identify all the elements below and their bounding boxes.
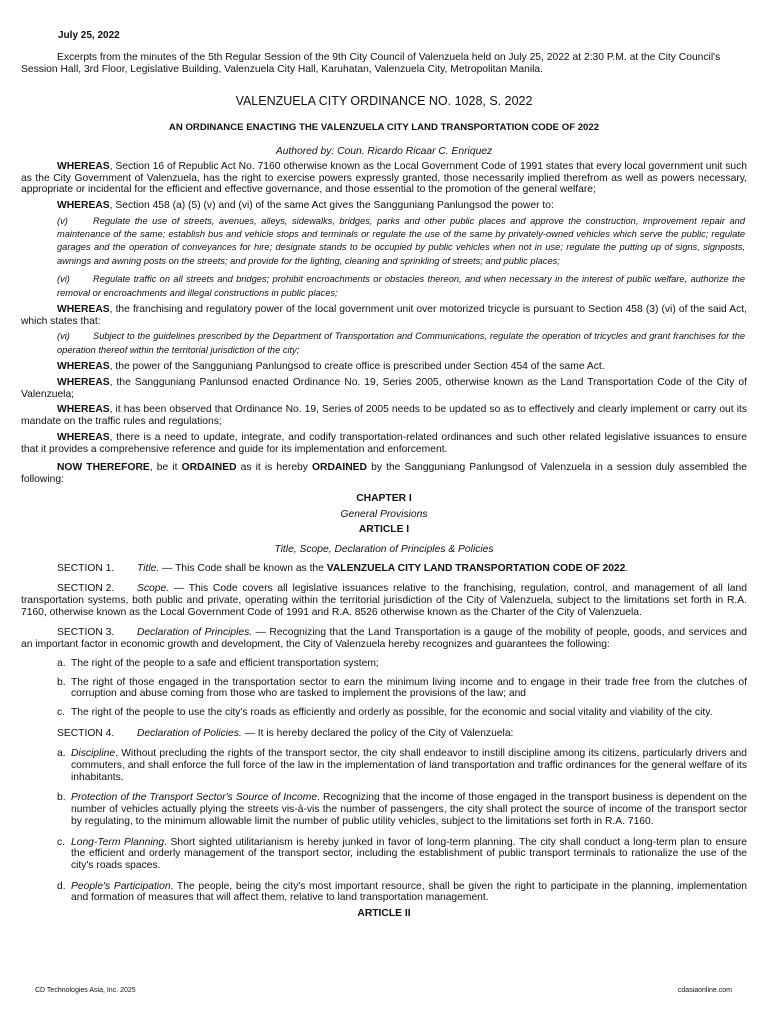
whereas-label: WHEREAS [57, 304, 110, 316]
item-label: c. [57, 706, 66, 718]
whereas-text: , it has been observed that Ordinance No. 19, Series of 2005 needs to be updated so as to effectively and clearly implement or carry out its mandate on the traffic rules and regulations; [21, 404, 747, 428]
section-text: . [625, 562, 629, 574]
section-number: SECTION 2. [57, 583, 115, 595]
section-title: Declaration of Policies. [137, 727, 242, 739]
chapter-subheading: General Provisions [340, 508, 428, 520]
item-title: Protection of the Transport Sector's Source of Income [71, 792, 318, 804]
whereas-clause-1 [21, 161, 747, 196]
whereas-clause-6 [21, 404, 747, 427]
provision-text: Regulate traffic on all streets and bridges; prohibit encroachments or obstacles thereon, and when necessary in the interest of public welfare, authorize the removal or encroachments and illegal constructions in public places; [57, 274, 745, 298]
whereas-label: WHEREAS [57, 376, 110, 388]
code-name: VALENZUELA CITY LAND TRANSPORTATION CODE OF 2022 [326, 562, 626, 574]
section-text: — This Code shall be known as the [159, 562, 327, 574]
list-item [21, 677, 747, 700]
item-title: Discipline [71, 748, 116, 760]
whereas-text: , the Sangguniang Panlunsod enacted Ordinance No. 19, Series 2005, otherwise known as the Land Transportation Code of the City of Valenzuela; [21, 376, 747, 400]
section-title: Title. [137, 562, 160, 574]
list-item [21, 792, 747, 827]
whereas-clause-2 [21, 200, 747, 212]
item-body: . The people, being the city's most important resource, shall be given the right to participate in the planning, implementation and formation of measures that will affect them, relative to land transportation management. [71, 880, 747, 904]
whereas-label: WHEREAS [57, 160, 110, 172]
item-label: a. [57, 657, 66, 669]
whereas-text: , Section 458 (a) (5) (v) and (vi) of the same Act gives the Sangguniang Panlungsod the power to: [109, 199, 554, 211]
list-item [21, 658, 747, 670]
ordained-label: ORDAINED [312, 462, 367, 474]
item-text [71, 748, 747, 783]
enacting-text: by the Sangguniang Panlungsod of Valenzuela in a session duly assembled the following: [21, 462, 748, 485]
whereas-clause-5 [21, 377, 747, 400]
section-number: SECTION 4. [57, 727, 115, 739]
item-body: . Recognizing that the income of those engaged in the transport business is dependent on the number of vehicles actually plying the streets vis-à-vis the number of passengers, the city shall protect the source of income of the transport sector by regulating, to the minimum allowable limit the number of public utility vehicles, subject to the limitations set forth in R.A. 7160. [71, 792, 747, 827]
principles-list [21, 658, 747, 719]
footer-website: cdasiaonline.com [677, 987, 732, 994]
whereas-clause-3 [21, 304, 747, 327]
enacting-text: , be it [149, 462, 178, 474]
section-text: — Recognizing that the Land Transportation is a gauge of the mobility of people, goods, and services and an important factor in economic growth and development, the City of Valenzuela hereby recognizes and guarantees the following: [21, 627, 748, 651]
section-1 [21, 563, 747, 575]
ordinance-title: AN ORDINANCE ENACTING THE VALENZUELA CITY LAND TRANSPORTATION CODE OF 2022 [168, 121, 600, 133]
item-label: b. [57, 792, 66, 804]
item-body: . Without precluding the rights of the transport sector, the city shall endeavor to instill discipline among its citizens, particularly drivers and commuters, and shall enforce the full force of the law in the implementation of land transportation and traffic ordinances for the general welfare of its inhabitants. [71, 748, 747, 783]
chapter-heading: CHAPTER I [356, 492, 412, 504]
item-label: d. [57, 880, 66, 892]
item-text [71, 881, 747, 904]
list-item [21, 837, 747, 872]
section-text: — It is hereby declared the policy of the City of Valenzuela: [241, 727, 514, 739]
article-heading: ARTICLE I [358, 523, 410, 535]
whereas-label: WHEREAS [57, 431, 110, 443]
enacting-text: as it is hereby [240, 462, 308, 474]
provision-number: (v) [57, 215, 68, 226]
whereas-text: , there is a need to update, integrate, and codify transportation-related ordinances and such other related legislative issuances to ensure that it provides a comprehensive reference and guide for its implementation and enforcement. [21, 431, 747, 455]
list-item [21, 881, 747, 904]
author-line: Authored by: Coun. Ricardo Ricaar C. Enriquez [275, 145, 493, 157]
article-heading: ARTICLE II [357, 908, 411, 920]
item-label: a. [57, 748, 66, 760]
provision-number: (vi) [57, 274, 70, 285]
whereas-label: WHEREAS [57, 361, 110, 373]
whereas-text: , the power of the Sangguniang Panlungsod to create office is prescribed under Section 454 of the same Act. [109, 361, 605, 373]
quoted-provision-tricycle [57, 330, 745, 357]
item-text [71, 837, 747, 872]
ordained-label: ORDAINED [181, 462, 237, 474]
item-body: . Short sighted utilitarianism is hereby junked in favor of long-term planning. The city shall conduct a long-term plan to ensure the efficient and orderly management of the transport sector, including the establishment of public transport terminals to rationalize the use of the city's roads spaces. [71, 836, 747, 871]
quoted-provision-vi [57, 273, 745, 300]
item-title: People's Participation [71, 880, 171, 892]
item-text: The right of those engaged in the transportation sector to earn the minimum living income and to engage in their trade free from the clutches of corruption and abuse coming from those who are tasked to implement the provisions of the law; and [71, 676, 747, 700]
whereas-text: , the franchising and regulatory power of the local government unit over motorized tricycle is pursuant to Section 458 (3) (vi) of the said Act, which states that: [21, 304, 747, 327]
section-title: Declaration of Principles. [137, 627, 253, 639]
item-text: The right of the people to a safe and efficient transportation system; [71, 657, 379, 669]
section-text: — This Code covers all legislative issuances relative to the franchising, regulation, control, and management of all land transportation systems, both public and private, operating within the territorial jurisdiction of the City of Valenzuela, subject to the limitations set forth in R.A. 7160, otherwise known as the Local Government Code of 1991 and R.A. 8526 otherwise known as the Charter of the City of Valenzuela. [21, 583, 747, 618]
item-label: c. [57, 836, 66, 848]
provision-text: Subject to the guidelines prescribed by the Department of Transportation and Communications, regulate the operation of tricycles and grant franchises for the operation thereof within the territorial jurisdiction of the city; [57, 331, 745, 355]
whereas-label: WHEREAS [57, 199, 110, 211]
item-title: Long-Term Planning [71, 836, 165, 848]
section-number: SECTION 1. [57, 562, 115, 574]
quoted-provision-v [57, 215, 745, 269]
minutes-excerpt: Excerpts from the minutes of the 5th Regular Session of the 9th City Council of Valenzuela held on July 25, 2022 at 2:30 P.M. at the City Council's Session Hall, 3rd Floor, Legislative Building, Valenzuela City Hall, Karuhatan, Valenzuela City, Metropolitan Manila. [21, 52, 721, 76]
section-title: Scope. [137, 583, 170, 595]
list-item [21, 707, 747, 719]
section-3 [21, 627, 747, 650]
ordinance-number: VALENZUELA CITY ORDINANCE NO. 1028, S. 2022 [235, 93, 533, 108]
whereas-text: , Section 16 of Republic Act No. 7160 otherwise known as the Local Government Code of 1991 states that every local government unit such as the City Government of Valenzuela, has the right to exercise powers expressly granted, those necessarily implied therefrom as well as powers necessary, appropriate or incidental for the efficient and effective governance, and those essential to the promotion of the general welfare; [21, 160, 747, 196]
section-number: SECTION 3. [57, 627, 115, 639]
article-subheading: Title, Scope, Declaration of Principles & Policies [274, 543, 494, 555]
item-text: The right of the people to use the city's roads as efficiently and orderly as possible, for the economic and social vitality and viability of the city. [71, 706, 713, 718]
whereas-clause-7 [21, 432, 747, 455]
policies-list [21, 748, 747, 904]
whereas-clause-4 [21, 361, 747, 373]
provision-text: Regulate the use of streets, avenues, alleys, sidewalks, bridges, parks and other public places and approve the construction, improvement repair and maintenance of the same; establish bus and vehicle stops and terminals or regulate the use of the same by privately-owned vehicles which serve the public; regulate garages and the operation of conveyances for hire; designate stands to be occupied by public vehicles when not in use; regulate the putting up of signs, signposts, awnings and awning posts on the streets; and provide for the lighting, cleaning and sprinkling of streets; and public places; [57, 215, 745, 266]
now-therefore-label: NOW THEREFORE [57, 462, 150, 474]
item-text [71, 792, 747, 827]
section-2 [21, 583, 747, 618]
footer-copyright: CD Technologies Asia, Inc. 2025 [35, 987, 136, 994]
provision-number: (vi) [57, 331, 70, 342]
enacting-clause [21, 462, 747, 485]
whereas-label: WHEREAS [57, 404, 110, 416]
list-item [21, 748, 747, 783]
section-4 [21, 728, 747, 740]
session-date: July 25, 2022 [58, 30, 120, 41]
item-label: b. [57, 676, 66, 688]
